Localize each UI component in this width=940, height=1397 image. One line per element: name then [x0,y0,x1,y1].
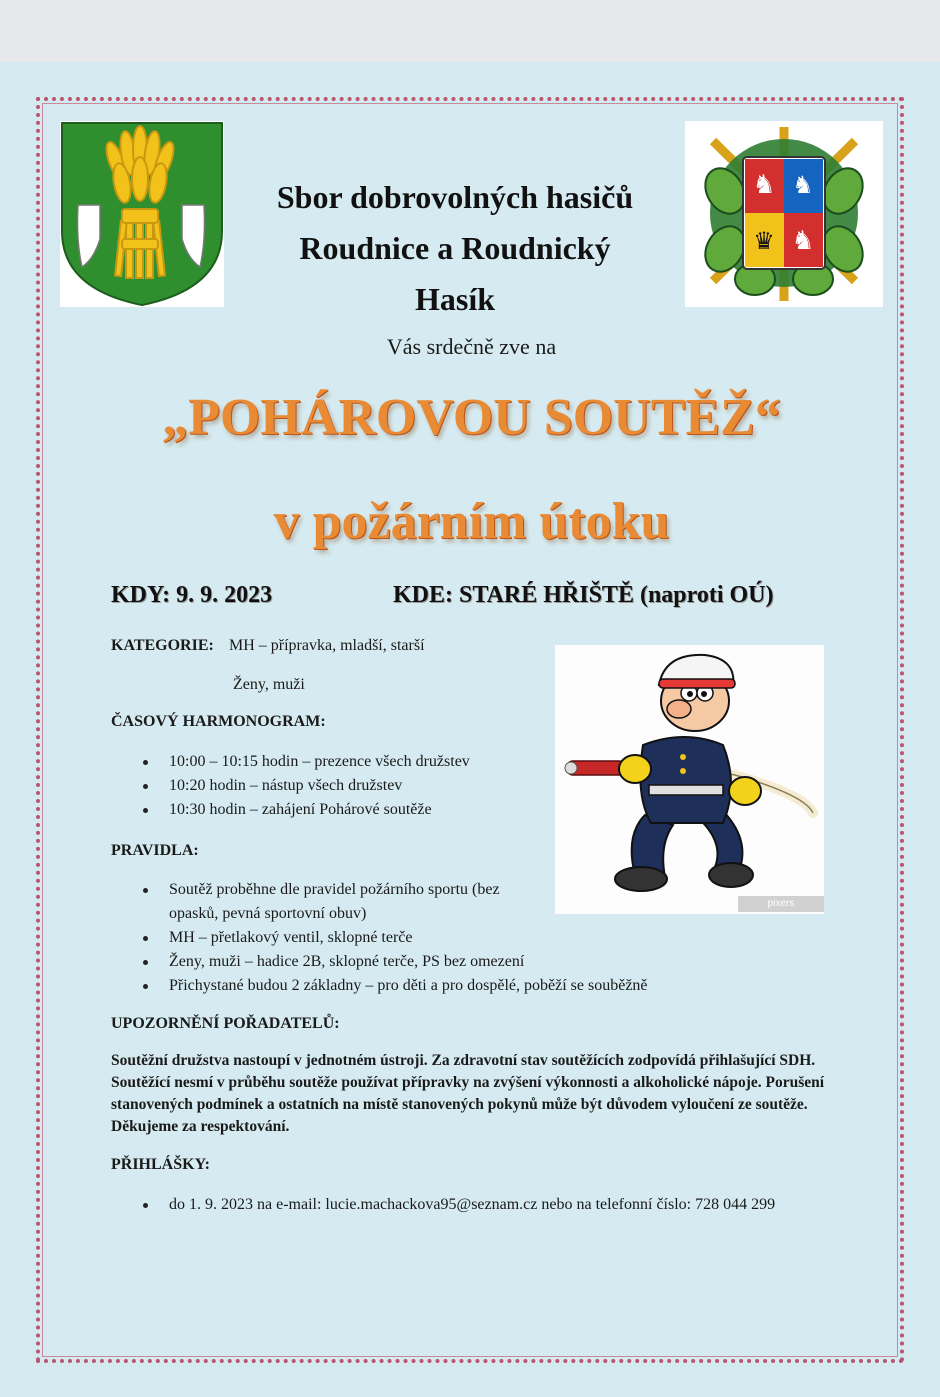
notice-label: UPOZORNĚNÍ POŘADATELŮ: [111,1015,340,1032]
image-watermark: pixers [738,896,824,912]
svg-text:♞: ♞ [792,171,814,199]
event-date: KDY: 9. 9. 2023 [111,582,273,608]
rules-item: MH – přetlakový ventil, sklopné terče [111,926,771,950]
wheat-shield-icon [60,121,224,307]
firefighter-emblem-icon [685,121,883,307]
schedule-item: 10:20 hodin – nástup všech družstev [111,774,551,798]
org-line-1: Sbor dobrovolných hasičů [276,179,634,215]
registration-label: PŘIHLÁŠKY: [111,1156,210,1173]
schedule-label: ČASOVÝ HARMONOGRAM: [111,713,326,730]
event-location: KDE: STARÉ HŘIŠTĚ (naproti OÚ) [393,582,774,608]
schedule-item: 10:00 – 10:15 hodin – prezence všech družstev [111,750,551,774]
categories-line-2: Ženy, muži [233,676,305,693]
rules-item: Ženy, muži – hadice 2B, sklopné terče, PS bez omezení [111,950,771,974]
headline-competition: „POHÁROVOU SOUTĚŽ“ [162,389,781,446]
cartoon-firefighter-icon [555,645,824,914]
svg-text:♞: ♞ [752,170,776,200]
org-line-3: Hasík [414,281,496,317]
rules-label: PRAVIDLA: [111,842,199,859]
notice-text: Soutěžní družstva nastoupí v jednotném ústroji. Za zdravotní stav soutěžících zodpovídá přihlašující SDH. Soutěžící nesmí v průběhu soutěže používat přípravky na zvýšení výkonnosti a alkoholické nápoje. Porušení stanovených podmínek a ostatních na místě stanovených pokynů může být důvodem vyloučení ze soutěže. Děkujeme za respektování. [111,1052,825,1135]
village-coat-of-arms [60,121,224,307]
registration-list [111,1193,871,1217]
registration-item: do 1. 9. 2023 na e-mail: lucie.machackova95@seznam.cz nebo na telefonní číslo: 728 044 299 [111,1193,871,1217]
categories-label: KATEGORIE: [111,637,214,654]
organization-name [230,172,680,325]
firefighter-illustration [555,645,824,914]
schedule-item: 10:30 hodin – zahájení Pohárové soutěže [111,798,551,822]
categories-line-1: MH – přípravka, mladší, starší [229,637,425,654]
svg-text:♛: ♛ [753,227,775,255]
firefighters-emblem [685,121,883,307]
invite-text: Vás srdečně zve na [386,334,557,359]
headline-fire-attack: v požárním útoku [273,493,670,550]
rules-item: Soutěž proběhne dle pravidel požárního sportu (bez opasků, pevná sportovní obuv) [111,878,539,926]
rules-item: Přichystané budou 2 základny – pro děti a pro dospělé, poběží se souběžně [111,974,771,998]
svg-text:♞: ♞ [791,226,815,256]
org-line-2: Roudnice a Roudnický [299,230,611,266]
top-bar [0,0,940,62]
schedule-list [111,750,551,822]
